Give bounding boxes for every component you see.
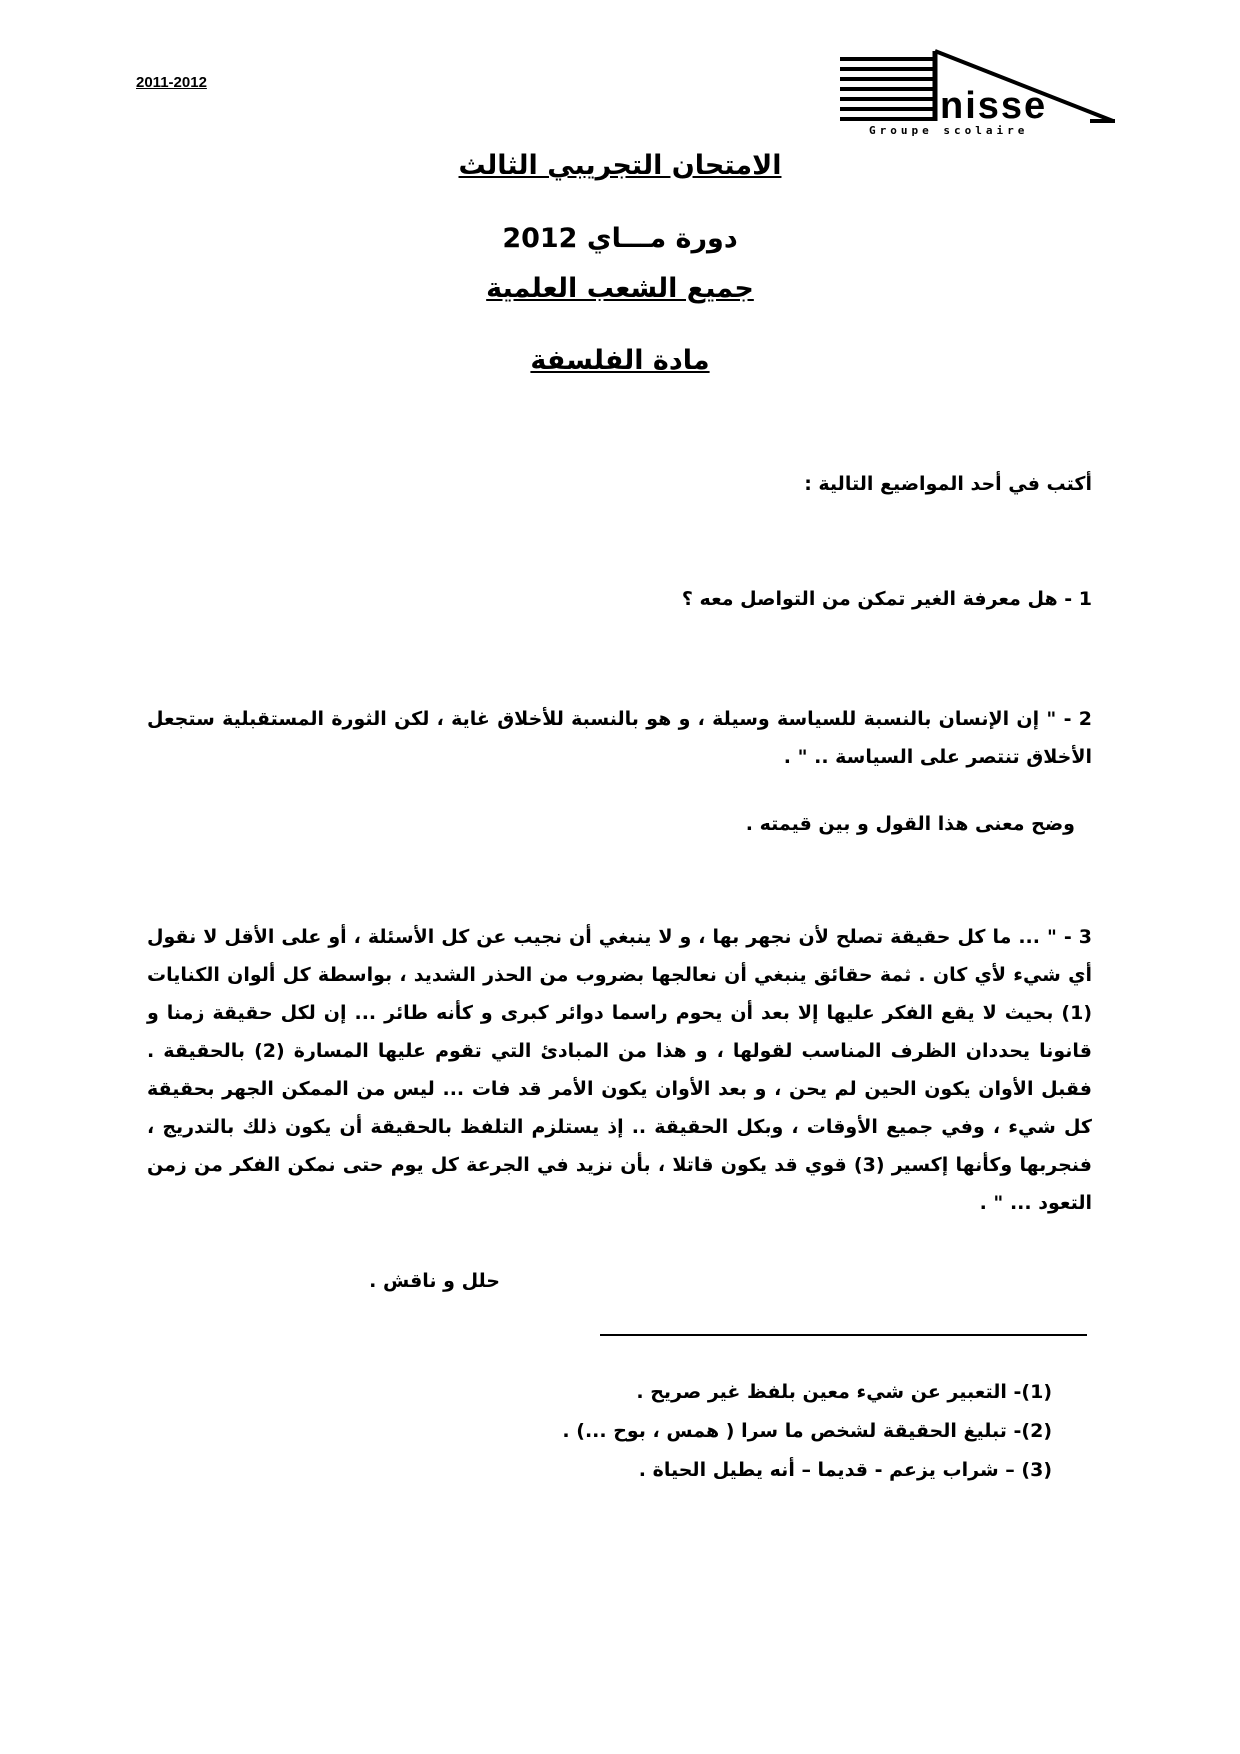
question-1: 1 - هل معرفة الغير تمكن من التواصل معه ؟ bbox=[681, 588, 1092, 610]
exam-branches-text: جميع الشعب العلمية bbox=[486, 273, 754, 304]
footnote-divider bbox=[600, 1334, 1087, 1336]
school-year: 2011-2012 bbox=[136, 74, 207, 91]
question-3-task: حلل و ناقش . bbox=[369, 1270, 500, 1292]
school-logo bbox=[835, 45, 1120, 143]
exam-session: دورة مـــاي 2012 bbox=[502, 223, 738, 254]
footnote-1: (1)- التعبير عن شيء معين بلفظ غير صريح . bbox=[636, 1381, 1052, 1403]
footnotes bbox=[562, 1373, 1052, 1490]
exam-title bbox=[0, 150, 1240, 181]
exam-branches bbox=[0, 273, 1240, 304]
question-2-text: 2 - " إن الإنسان بالنسبة للسياسة وسيلة ، و هو بالنسبة للأخلاق غاية ، لكن الثورة المستقبلية ستجعل الأخلاق تنتصر على السياسة .. " . bbox=[147, 708, 1092, 768]
exam-title-text: الامتحان التجريبي الثالث bbox=[458, 150, 782, 181]
question-3-text: 3 - " ... ما كل حقيقة تصلح لأن نجهر بها ، و لا ينبغي أن نجيب عن كل الأسئلة ، أو على الأقل لا نقول أي شيء لأي كان . ثمة حقائق ينبغي أن نعالجها بضروب من الحذر الشديد ، بواسطة كل ألوان الكنايات (1) بحيث لا يقع الفكر عليها إلا بعد أن يحوم راسما دوائر كبرى و كأنه طائر ... إن لكل حقيقة زمنا و قانونا يحددان الظرف المناسب لقولها ، و هذا من المبادئ التي تقوم عليها المسارة (2) بالحقيقة . فقبل الأوان يكون الحين لم يحن ، و بعد الأوان يكون الأمر قد فات ... ليس من الممكن الجهر بحقيقة كل شيء ، وفي جميع الأوقات ، وبكل الحقيقة .. إذ يستلزم التلفظ بالحقيقة أن يكون ذلك بالتدريج ، فنجربها وكأنها إكسير (3) قوي قد يكون قاتلا ، بأن نزيد في الجرعة كل يوم حتى نمكن الفكر من زمن التعود ... " . bbox=[147, 926, 1092, 1214]
footnote-3: (3) – شراب يزعم - قديما – أنه يطيل الحياة . bbox=[638, 1459, 1052, 1481]
exam-subject-text: مادة الفلسفة bbox=[530, 345, 710, 376]
logo-wordmark: nisse bbox=[940, 85, 1048, 127]
exam-subject bbox=[0, 345, 1240, 376]
footnote-2: (2)- تبليغ الحقيقة لشخص ما سرا ( همس ، بوح ...) . bbox=[562, 1420, 1052, 1442]
question-2-task: وضح معنى هذا القول و بين قيمته . bbox=[745, 813, 1075, 835]
instruction: أكتب في أحد المواضيع التالية : bbox=[804, 473, 1092, 495]
logo-subtitle: Groupe scolaire bbox=[869, 124, 1029, 137]
